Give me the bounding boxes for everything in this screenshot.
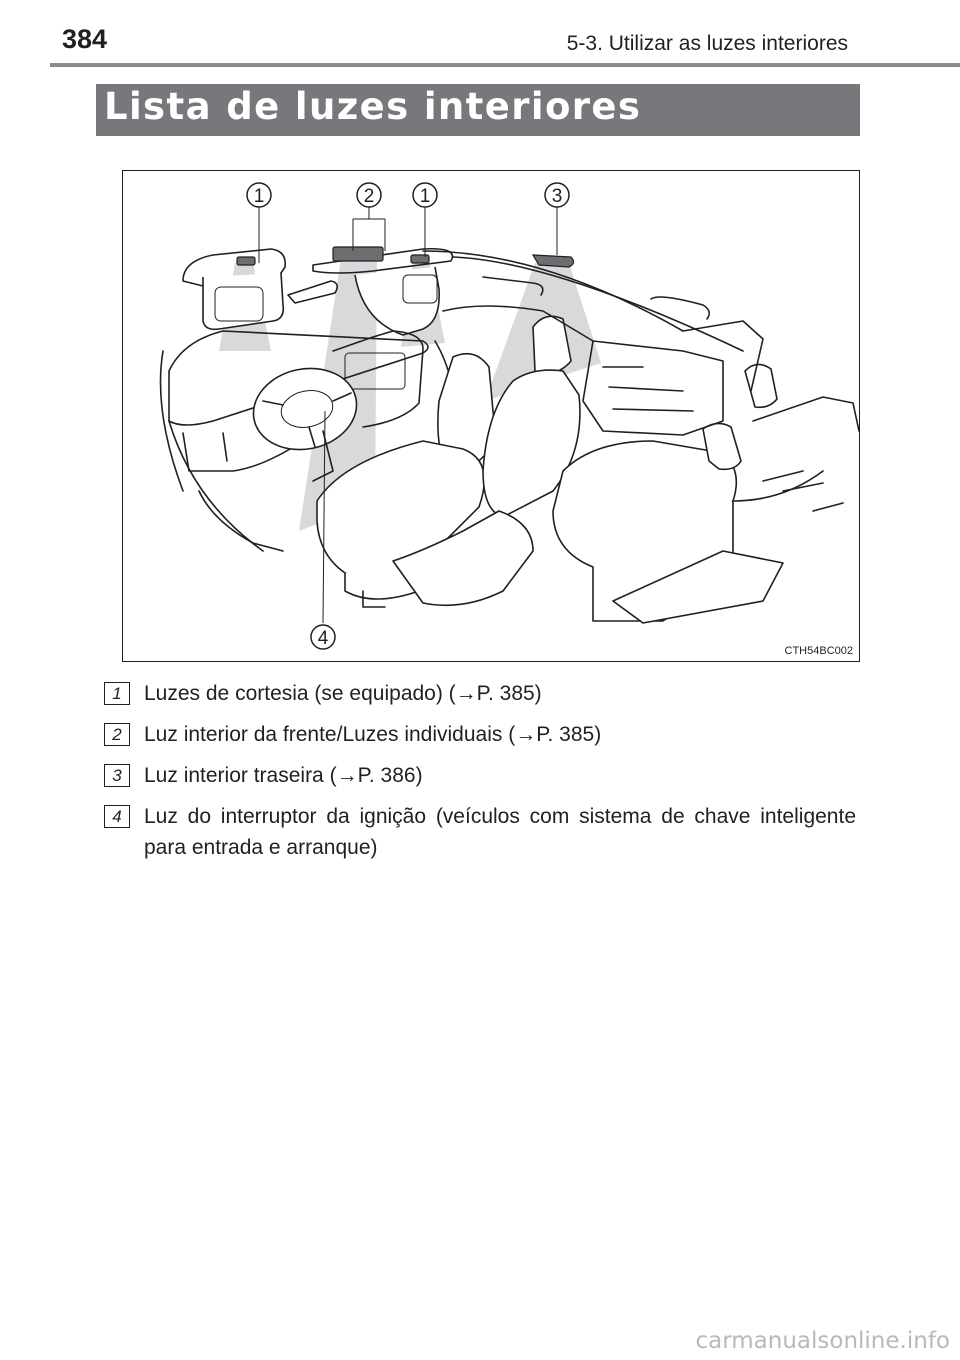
callout-3 xyxy=(545,183,569,207)
callout-label: 1 xyxy=(253,186,265,207)
watermark: carmanualsonline.info xyxy=(695,1328,950,1354)
legend-item xyxy=(104,719,856,750)
legend-item xyxy=(104,801,856,863)
legend-text: Luz interior da frente/Luzes individuais (→P. 385) xyxy=(144,723,602,746)
callout-4 xyxy=(311,625,335,649)
legend-number: 1 xyxy=(104,682,130,705)
rear-seats xyxy=(553,364,859,623)
legend-number: 2 xyxy=(104,723,130,746)
rear-interior-lamp xyxy=(533,255,574,267)
callout-1-left xyxy=(247,183,271,207)
header-rule xyxy=(50,63,960,67)
legend-number: 4 xyxy=(104,805,130,828)
legend-text: Luz do interruptor da ignição (veículos com sistema de chave inteligente para entrada e arranque) xyxy=(144,805,856,859)
running-header: 5-3. Utilizar as luzes interiores xyxy=(566,32,848,55)
legend-text: Luzes de cortesia (se equipado) (→P. 385) xyxy=(144,682,542,705)
legend-number: 3 xyxy=(104,764,130,787)
courtesy-lamp-right xyxy=(411,255,429,263)
callout-label: 4 xyxy=(317,628,329,649)
callout-1-right xyxy=(413,183,437,207)
car-interior-drawing xyxy=(123,171,859,661)
legend-item xyxy=(104,678,856,709)
section-title: Lista de luzes interiores xyxy=(104,85,642,128)
callout-label: 2 xyxy=(363,186,375,207)
callout-label: 3 xyxy=(551,186,563,207)
legend-text: Luz interior traseira (→P. 386) xyxy=(144,764,423,787)
courtesy-lamp-left xyxy=(237,257,255,265)
callout-2 xyxy=(357,183,381,207)
legend-item xyxy=(104,760,856,791)
page-number: 384 xyxy=(62,24,108,54)
car-interior-illustration xyxy=(122,170,860,662)
figure-code: CTH54BC002 xyxy=(784,645,853,657)
legend-list xyxy=(104,678,856,873)
callout-label: 1 xyxy=(419,186,431,207)
front-interior-lamp xyxy=(333,247,383,261)
